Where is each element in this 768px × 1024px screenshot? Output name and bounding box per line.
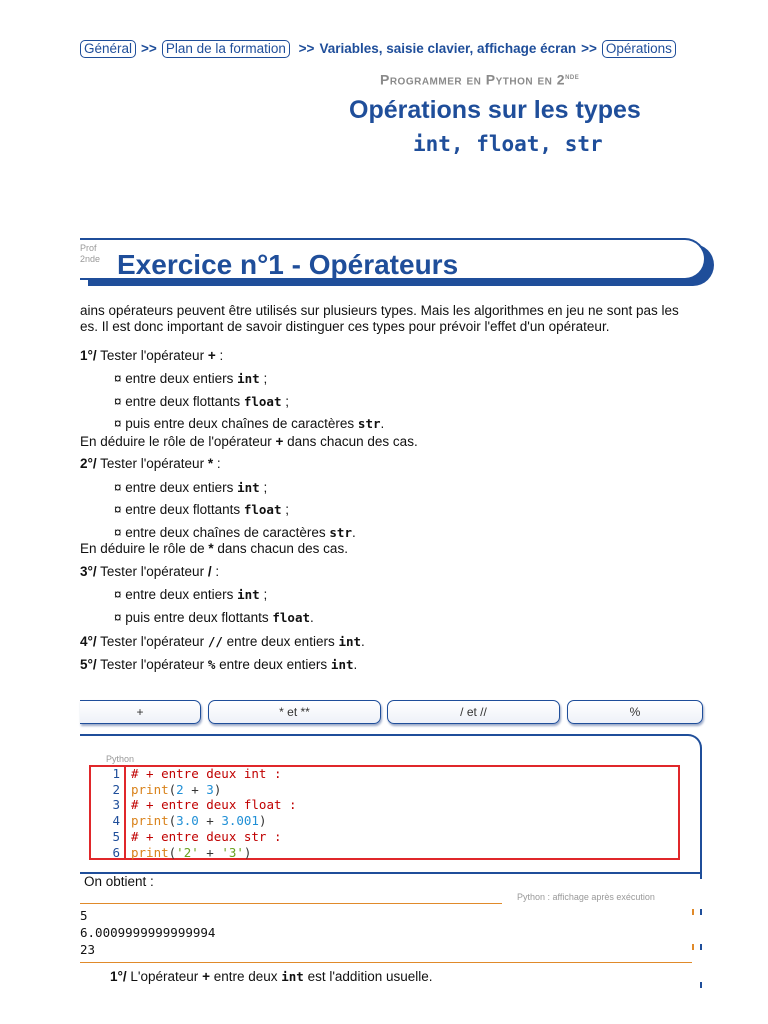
conclusion: 1°/ L'opérateur + entre deux int est l'addition usuelle.: [110, 969, 433, 984]
page-subtitle: int, float, str: [413, 132, 603, 156]
line-number: 3: [112, 797, 120, 812]
corner-mark: [700, 873, 702, 879]
list-item: ¤ puis entre deux flottants float.: [114, 610, 314, 625]
corner-mark: [700, 944, 702, 950]
code-line-4: print(3.0 + 3.001): [131, 813, 267, 828]
list-item: ¤ entre deux chaînes de caractères str.: [114, 525, 356, 540]
course-title: Programmer en Python en 2nde: [380, 71, 580, 88]
output-line-3: 23: [80, 942, 96, 957]
line-number: 6: [112, 845, 120, 860]
list-item: ¤ puis entre deux chaînes de caractères str.: [114, 416, 385, 431]
breadcrumb-separator: >>: [298, 41, 315, 56]
result-intro: On obtient :: [84, 874, 154, 889]
breadcrumb-link-plan[interactable]: Plan de la formation: [162, 40, 290, 58]
breadcrumb-separator: >>: [141, 41, 157, 56]
code-line-2: print(2 + 3): [131, 782, 222, 797]
tab-plus[interactable]: +: [80, 700, 201, 724]
exercise-tag: Prof 2nde: [80, 243, 101, 264]
list-item: ¤ entre deux flottants float ;: [114, 502, 290, 517]
tab-modulo[interactable]: %: [567, 700, 703, 724]
list-item: ¤ entre deux entiers int ;: [114, 480, 268, 495]
corner-mark: [700, 909, 702, 915]
exercise-title: Exercice n°1 - Opérateurs: [117, 249, 459, 280]
output-line-2: 6.0009999999999994: [80, 925, 216, 940]
result-bottom-rule: [80, 962, 692, 963]
question-5: 5°/ Tester l'opérateur % entre deux entiers int.: [80, 657, 358, 672]
corner-mark: [692, 909, 694, 915]
question-2-deduce: En déduire le rôle de * dans chacun des cas.: [80, 541, 348, 556]
corner-mark: [700, 982, 702, 988]
code-line-3: # + entre deux float :: [131, 797, 297, 812]
intro-line-1: ains opérateurs peuvent être utilisés sur plusieurs types. Mais les algorithmes en jeu ne sont pas les: [80, 303, 679, 318]
code-line-1: # + entre deux int :: [131, 766, 282, 781]
code-language-label: Python: [106, 754, 135, 764]
breadcrumb-link-variables[interactable]: Variables, saisie clavier, affichage écran: [319, 41, 577, 56]
code-line-5: # + entre deux str :: [131, 829, 282, 844]
intro-line-2: es. Il est donc important de savoir distinguer ces types pour prévoir l'effet d'un opérateur.: [80, 319, 610, 334]
breadcrumb-link-general[interactable]: Général: [80, 40, 136, 58]
list-item: ¤ entre deux flottants float ;: [114, 394, 290, 409]
output-line-1: 5: [80, 908, 88, 923]
breadcrumb-separator: >>: [581, 41, 597, 56]
corner-mark: [692, 944, 694, 950]
line-number: 1: [112, 766, 120, 781]
page-title: Opérations sur les types: [349, 96, 641, 124]
line-number: 4: [112, 813, 120, 828]
question-4: 4°/ Tester l'opérateur // entre deux entiers int.: [80, 634, 365, 649]
question-3: 3°/ Tester l'opérateur / :: [80, 564, 220, 579]
code-gutter-divider: [124, 765, 126, 860]
question-2: 2°/ Tester l'opérateur * :: [80, 456, 221, 471]
list-item: ¤ entre deux entiers int ;: [114, 371, 268, 386]
question-1-deduce: En déduire le rôle de l'opérateur + dans chacun des cas.: [80, 434, 418, 449]
breadcrumb-link-operations[interactable]: Opérations: [602, 40, 676, 58]
result-top-rule: [80, 903, 502, 904]
question-1: 1°/ Tester l'opérateur + :: [80, 348, 224, 363]
tab-divide[interactable]: / et //: [387, 700, 560, 724]
list-item: ¤ entre deux entiers int ;: [114, 587, 268, 602]
line-number: 5: [112, 829, 120, 844]
tab-multiply-power[interactable]: * et **: [208, 700, 381, 724]
breadcrumb: [80, 40, 676, 58]
result-label: Python : affichage après exécution: [517, 892, 655, 902]
code-line-6: print('2' + '3'): [131, 845, 252, 860]
line-number: 2: [112, 782, 120, 797]
